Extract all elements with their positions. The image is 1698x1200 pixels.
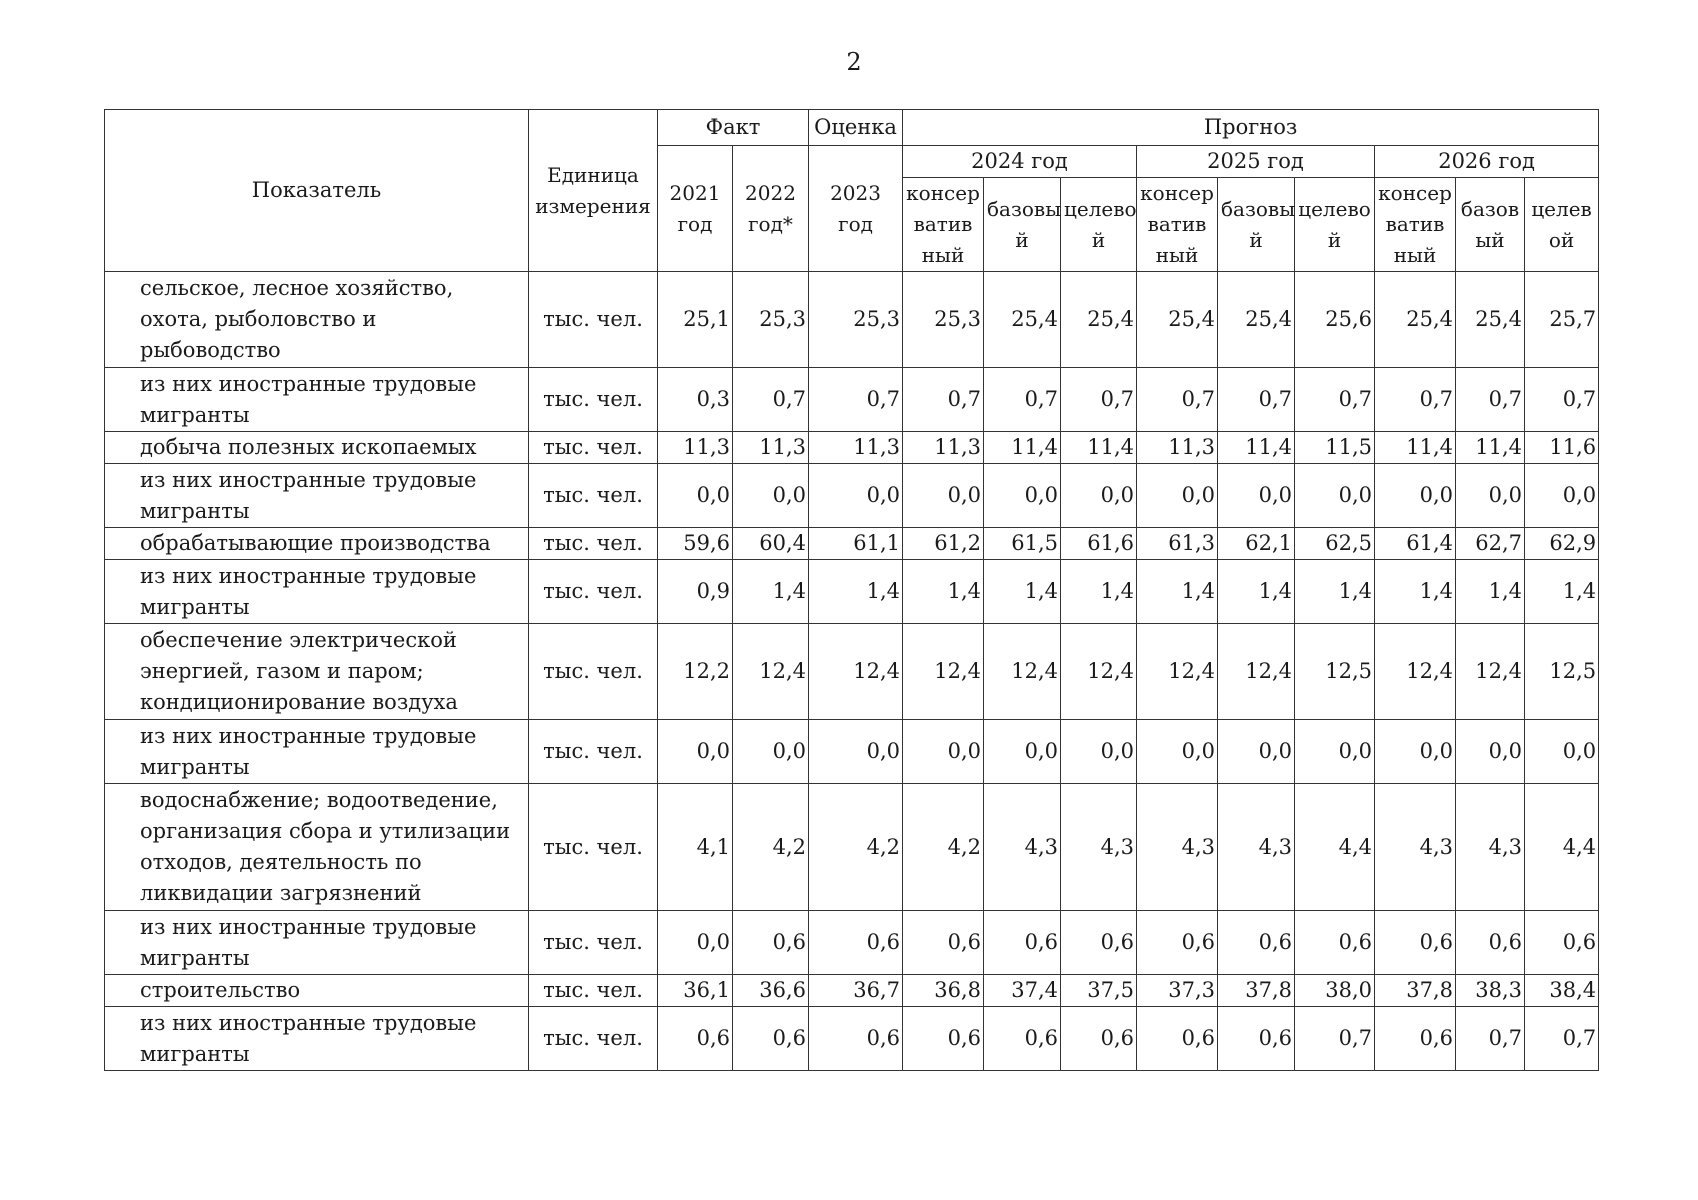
row-value: 0,0: [1218, 464, 1295, 528]
row-value: 25,4: [984, 272, 1061, 368]
row-unit: тыс. чел.: [529, 560, 658, 624]
row-value: 0,6: [658, 1007, 733, 1071]
row-indicator: из них иностранные трудовые мигранты: [105, 560, 529, 624]
row-value: 38,3: [1456, 975, 1525, 1007]
row-value: 4,3: [1218, 784, 1295, 911]
row-value: 1,4: [1525, 560, 1599, 624]
row-value: 0,6: [1295, 911, 1375, 975]
row-value: 11,3: [809, 432, 903, 464]
row-value: 36,8: [903, 975, 984, 1007]
row-value: 61,1: [809, 528, 903, 560]
row-value: 0,6: [1061, 911, 1137, 975]
row-value: 61,2: [903, 528, 984, 560]
row-indicator: из них иностранные трудовые мигранты: [105, 1007, 529, 1071]
row-unit: тыс. чел.: [529, 624, 658, 720]
row-value: 0,0: [1375, 464, 1456, 528]
row-unit: тыс. чел.: [529, 975, 658, 1007]
row-value: 0,0: [1456, 720, 1525, 784]
table-row: [105, 624, 1599, 720]
table-row: [105, 368, 1599, 432]
row-value: 38,0: [1295, 975, 1375, 1007]
row-value: 4,1: [658, 784, 733, 911]
row-value: 1,4: [1061, 560, 1137, 624]
row-value: 25,4: [1218, 272, 1295, 368]
header-year-2024: 2024 год: [903, 146, 1137, 178]
row-value: 25,3: [809, 272, 903, 368]
row-value: 25,4: [1375, 272, 1456, 368]
row-indicator: из них иностранные трудовые мигранты: [105, 911, 529, 975]
row-value: 0,7: [1456, 1007, 1525, 1071]
row-indicator: добыча полезных ископаемых: [105, 432, 529, 464]
row-value: 12,2: [658, 624, 733, 720]
header-year-2021: 2021 год: [658, 146, 733, 272]
table-row: [105, 975, 1599, 1007]
row-value: 61,4: [1375, 528, 1456, 560]
table-row: [105, 528, 1599, 560]
row-value: 0,6: [733, 1007, 809, 1071]
row-indicator: строительство: [105, 975, 529, 1007]
row-unit: тыс. чел.: [529, 368, 658, 432]
row-value: 11,3: [733, 432, 809, 464]
row-indicator: обрабатывающие производства: [105, 528, 529, 560]
row-value: 12,4: [903, 624, 984, 720]
header-year-2026: 2026 год: [1375, 146, 1599, 178]
row-value: 12,4: [1137, 624, 1218, 720]
row-value: 12,4: [1218, 624, 1295, 720]
table-row: [105, 1007, 1599, 1071]
row-value: 1,4: [984, 560, 1061, 624]
row-value: 0,0: [903, 464, 984, 528]
row-value: 4,4: [1295, 784, 1375, 911]
row-value: 11,4: [1218, 432, 1295, 464]
row-value: 62,9: [1525, 528, 1599, 560]
row-value: 0,0: [733, 720, 809, 784]
header-year-2025: 2025 год: [1137, 146, 1375, 178]
row-value: 0,0: [1525, 464, 1599, 528]
row-value: 11,3: [903, 432, 984, 464]
row-value: 4,4: [1525, 784, 1599, 911]
header-indicator: Показатель: [105, 110, 529, 272]
table-row: [105, 432, 1599, 464]
row-value: 0,6: [1456, 911, 1525, 975]
row-indicator: обеспечение электрической энергией, газом и паром; кондиционирование воздуха: [105, 624, 529, 720]
row-value: 1,4: [733, 560, 809, 624]
row-value: 12,5: [1295, 624, 1375, 720]
row-value: 1,4: [809, 560, 903, 624]
page-number: 2: [846, 48, 862, 76]
table-row: [105, 720, 1599, 784]
row-value: 25,3: [733, 272, 809, 368]
row-unit: тыс. чел.: [529, 784, 658, 911]
row-value: 36,1: [658, 975, 733, 1007]
row-value: 4,2: [733, 784, 809, 911]
row-value: 11,4: [1456, 432, 1525, 464]
row-value: 11,4: [1061, 432, 1137, 464]
row-value: 0,7: [1375, 368, 1456, 432]
row-value: 12,5: [1525, 624, 1599, 720]
row-value: 0,0: [1375, 720, 1456, 784]
row-value: 11,4: [1375, 432, 1456, 464]
table-row: [105, 784, 1599, 911]
row-value: 25,4: [1061, 272, 1137, 368]
row-value: 4,2: [809, 784, 903, 911]
row-indicator: из них иностранные трудовые мигранты: [105, 464, 529, 528]
row-value: 62,5: [1295, 528, 1375, 560]
row-value: 0,0: [733, 464, 809, 528]
row-value: 4,3: [1456, 784, 1525, 911]
row-value: 12,4: [733, 624, 809, 720]
row-value: 37,3: [1137, 975, 1218, 1007]
row-value: 0,3: [658, 368, 733, 432]
row-value: 36,7: [809, 975, 903, 1007]
row-value: 0,0: [903, 720, 984, 784]
row-unit: тыс. чел.: [529, 272, 658, 368]
row-value: 25,6: [1295, 272, 1375, 368]
row-value: 0,7: [1525, 368, 1599, 432]
row-value: 38,4: [1525, 975, 1599, 1007]
row-value: 0,7: [1061, 368, 1137, 432]
row-value: 0,0: [1137, 720, 1218, 784]
row-value: 0,6: [809, 1007, 903, 1071]
row-value: 4,3: [1061, 784, 1137, 911]
row-value: 0,7: [984, 368, 1061, 432]
header-unit: Единица измерения: [529, 110, 658, 272]
row-value: 37,8: [1375, 975, 1456, 1007]
row-value: 12,4: [1061, 624, 1137, 720]
row-value: 0,0: [1218, 720, 1295, 784]
row-value: 1,4: [903, 560, 984, 624]
row-value: 0,6: [1525, 911, 1599, 975]
row-value: 0,0: [984, 720, 1061, 784]
row-value: 12,4: [1375, 624, 1456, 720]
data-table: [104, 109, 1599, 1071]
row-value: 0,6: [733, 911, 809, 975]
row-value: 0,6: [984, 1007, 1061, 1071]
row-value: 0,6: [809, 911, 903, 975]
row-value: 25,7: [1525, 272, 1599, 368]
row-value: 25,4: [1456, 272, 1525, 368]
row-value: 0,7: [1456, 368, 1525, 432]
header-variant: консер ватив ный: [1375, 178, 1456, 272]
row-value: 0,6: [1375, 1007, 1456, 1071]
row-value: 0,7: [1137, 368, 1218, 432]
header-estimate: Оценка: [809, 110, 903, 146]
row-value: 0,6: [1218, 911, 1295, 975]
row-indicator: из них иностранные трудовые мигранты: [105, 720, 529, 784]
row-indicator: водоснабжение; водоотведение, организация сбора и утилизации отходов, деятельность по ликвидации загрязнений: [105, 784, 529, 911]
row-value: 1,4: [1218, 560, 1295, 624]
row-value: 0,6: [1375, 911, 1456, 975]
table-row: [105, 464, 1599, 528]
row-value: 61,3: [1137, 528, 1218, 560]
header-variant: целево й: [1295, 178, 1375, 272]
row-value: 0,7: [1525, 1007, 1599, 1071]
row-value: 12,4: [1456, 624, 1525, 720]
row-unit: тыс. чел.: [529, 911, 658, 975]
header-variant: целев ой: [1525, 178, 1599, 272]
row-value: 25,3: [903, 272, 984, 368]
table-row: [105, 560, 1599, 624]
row-value: 0,0: [1061, 464, 1137, 528]
row-value: 0,0: [1295, 464, 1375, 528]
header-variant: базовы й: [1218, 178, 1295, 272]
row-value: 60,4: [733, 528, 809, 560]
header-variant: базовы й: [984, 178, 1061, 272]
row-value: 0,6: [903, 1007, 984, 1071]
row-unit: тыс. чел.: [529, 1007, 658, 1071]
row-value: 25,4: [1137, 272, 1218, 368]
row-value: 37,4: [984, 975, 1061, 1007]
row-value: 59,6: [658, 528, 733, 560]
row-indicator: сельское, лесное хозяйство, охота, рыболовство и рыбоводство: [105, 272, 529, 368]
row-value: 4,3: [1137, 784, 1218, 911]
header-year-2023: 2023 год: [809, 146, 903, 272]
header-variant: консер ватив ный: [1137, 178, 1218, 272]
row-value: 1,4: [1295, 560, 1375, 624]
table-row: [105, 272, 1599, 368]
row-value: 0,0: [658, 720, 733, 784]
row-value: 36,6: [733, 975, 809, 1007]
row-value: 12,4: [809, 624, 903, 720]
row-value: 12,4: [984, 624, 1061, 720]
row-value: 0,9: [658, 560, 733, 624]
row-value: 0,7: [733, 368, 809, 432]
row-value: 1,4: [1375, 560, 1456, 624]
table-body: [105, 272, 1599, 1071]
row-value: 0,0: [984, 464, 1061, 528]
row-value: 62,1: [1218, 528, 1295, 560]
row-value: 4,3: [1375, 784, 1456, 911]
row-value: 1,4: [1456, 560, 1525, 624]
row-value: 11,5: [1295, 432, 1375, 464]
row-value: 0,0: [658, 911, 733, 975]
row-value: 0,0: [1137, 464, 1218, 528]
row-value: 37,5: [1061, 975, 1137, 1007]
row-value: 11,6: [1525, 432, 1599, 464]
row-value: 11,3: [1137, 432, 1218, 464]
row-value: 0,0: [1061, 720, 1137, 784]
row-unit: тыс. чел.: [529, 720, 658, 784]
row-value: 0,6: [1137, 1007, 1218, 1071]
row-unit: тыс. чел.: [529, 432, 658, 464]
row-value: 11,3: [658, 432, 733, 464]
row-value: 0,0: [658, 464, 733, 528]
table-row: [105, 911, 1599, 975]
row-value: 0,7: [903, 368, 984, 432]
row-value: 0,6: [1218, 1007, 1295, 1071]
row-value: 61,5: [984, 528, 1061, 560]
row-value: 0,6: [903, 911, 984, 975]
row-unit: тыс. чел.: [529, 464, 658, 528]
header-variant: консер ватив ный: [903, 178, 984, 272]
row-value: 0,0: [1295, 720, 1375, 784]
row-value: 37,8: [1218, 975, 1295, 1007]
row-value: 0,0: [1525, 720, 1599, 784]
row-value: 4,2: [903, 784, 984, 911]
row-value: 0,0: [809, 464, 903, 528]
row-value: 0,7: [1295, 1007, 1375, 1071]
row-value: 0,7: [1218, 368, 1295, 432]
row-value: 0,6: [1137, 911, 1218, 975]
row-unit: тыс. чел.: [529, 528, 658, 560]
row-value: 25,1: [658, 272, 733, 368]
header-forecast: Прогноз: [903, 110, 1599, 146]
row-value: 62,7: [1456, 528, 1525, 560]
header-year-2022: 2022 год*: [733, 146, 809, 272]
row-value: 4,3: [984, 784, 1061, 911]
header-fact: Факт: [658, 110, 809, 146]
row-value: 0,6: [1061, 1007, 1137, 1071]
row-value: 0,0: [1456, 464, 1525, 528]
header-variant: базов ый: [1456, 178, 1525, 272]
row-value: 0,0: [809, 720, 903, 784]
row-value: 61,6: [1061, 528, 1137, 560]
table-header: [105, 110, 1599, 272]
row-value: 0,7: [1295, 368, 1375, 432]
row-indicator: из них иностранные трудовые мигранты: [105, 368, 529, 432]
header-variant: целево й: [1061, 178, 1137, 272]
row-value: 0,6: [984, 911, 1061, 975]
row-value: 1,4: [1137, 560, 1218, 624]
row-value: 11,4: [984, 432, 1061, 464]
row-value: 0,7: [809, 368, 903, 432]
